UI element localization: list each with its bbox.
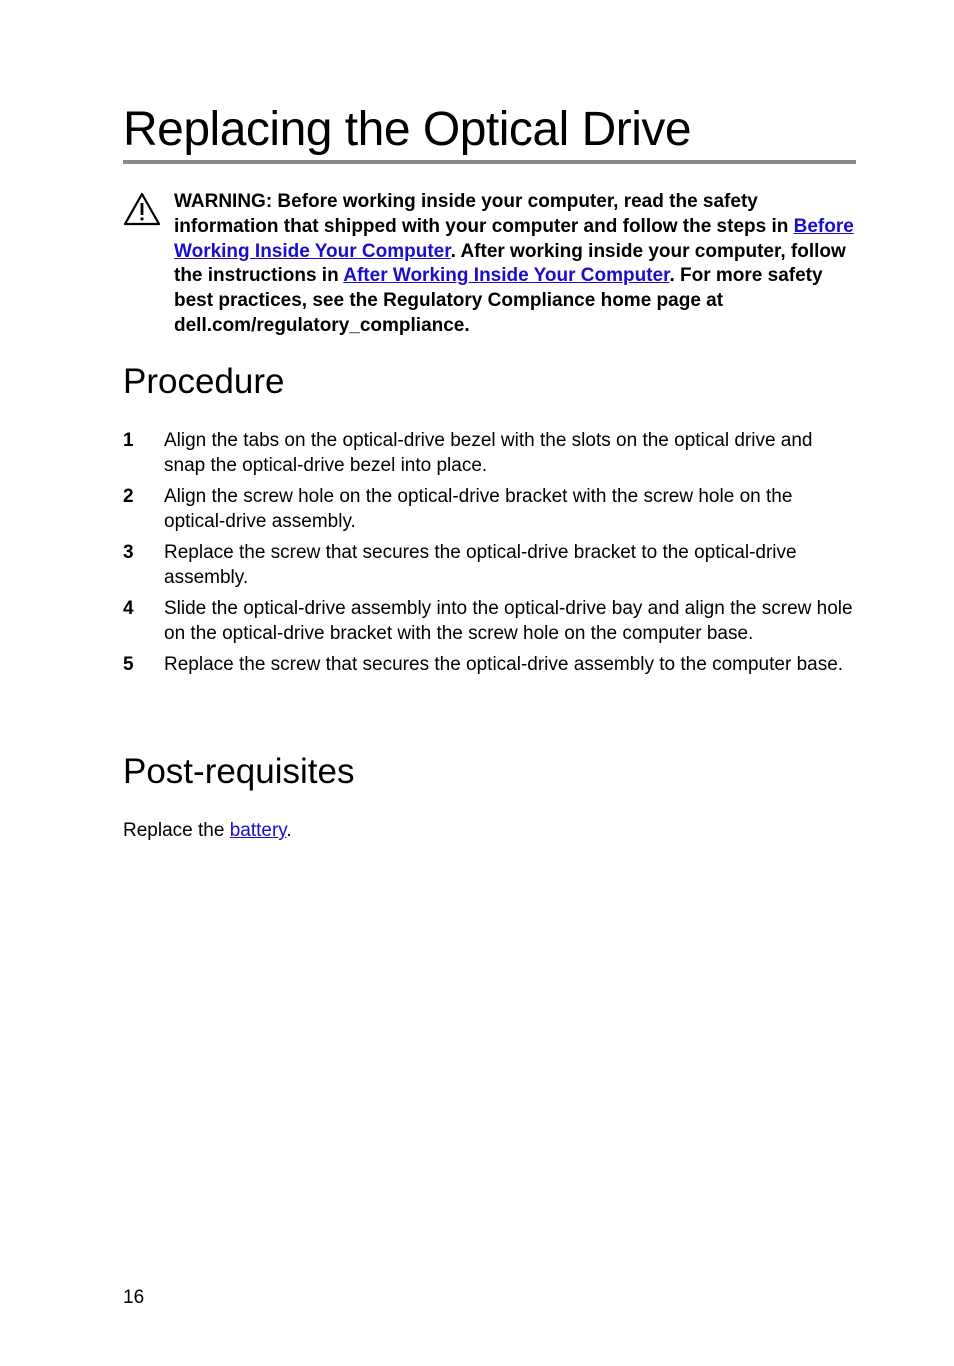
before-working-inside-link[interactable]: Before Working Inside Your Computer: [174, 215, 854, 262]
battery-link[interactable]: battery: [229, 820, 287, 841]
warning-triangle-icon: [123, 192, 161, 226]
procedure-steps-list: [123, 428, 856, 683]
title-underline-rule: [123, 160, 856, 164]
page-number: 16: [123, 1287, 145, 1308]
step-number: 1: [123, 430, 134, 451]
step-number: 4: [123, 598, 134, 619]
procedure-heading: Procedure: [123, 362, 285, 401]
warning-text-part-2: . After working inside your computer, follow the instructions in: [174, 240, 846, 287]
step-number: 5: [123, 654, 134, 675]
warning-text-part-3: . For more safety best practices, see the Regulatory Compliance home page at dell.com/regulatory_compliance.: [174, 265, 823, 336]
procedure-step: [123, 652, 856, 677]
step-number: 2: [123, 486, 134, 507]
post-text-after: .: [286, 820, 292, 841]
step-text: Align the tabs on the optical-drive bezel with the slots on the optical drive and snap the optical-drive bezel into place.: [164, 430, 813, 476]
step-text: Replace the screw that secures the optical-drive assembly to the computer base.: [164, 654, 844, 675]
step-text: Slide the optical-drive assembly into the optical-drive bay and align the screw hole on the optical-drive bracket with the screw hole on the computer base.: [164, 598, 853, 644]
procedure-step: [123, 540, 856, 590]
step-number: 3: [123, 542, 134, 563]
post-text-before: Replace the: [123, 820, 230, 841]
post-requisites-heading: Post-requisites: [123, 752, 355, 791]
after-working-inside-link[interactable]: After Working Inside Your Computer: [343, 265, 670, 287]
procedure-step: [123, 596, 856, 646]
procedure-step: [123, 484, 856, 534]
page-title: Replacing the Optical Drive: [123, 103, 692, 156]
warning-text: [174, 190, 864, 339]
procedure-step: [123, 428, 856, 478]
step-text: Replace the screw that secures the optical-drive bracket to the optical-drive assembly.: [164, 542, 797, 588]
post-requisites-text: [123, 818, 292, 843]
step-text: Align the screw hole on the optical-drive bracket with the screw hole on the optical-drive assembly.: [164, 486, 793, 532]
warning-text-part-1: WARNING: Before working inside your computer, read the safety information that shipped with your computer and follow the steps in: [174, 191, 794, 237]
